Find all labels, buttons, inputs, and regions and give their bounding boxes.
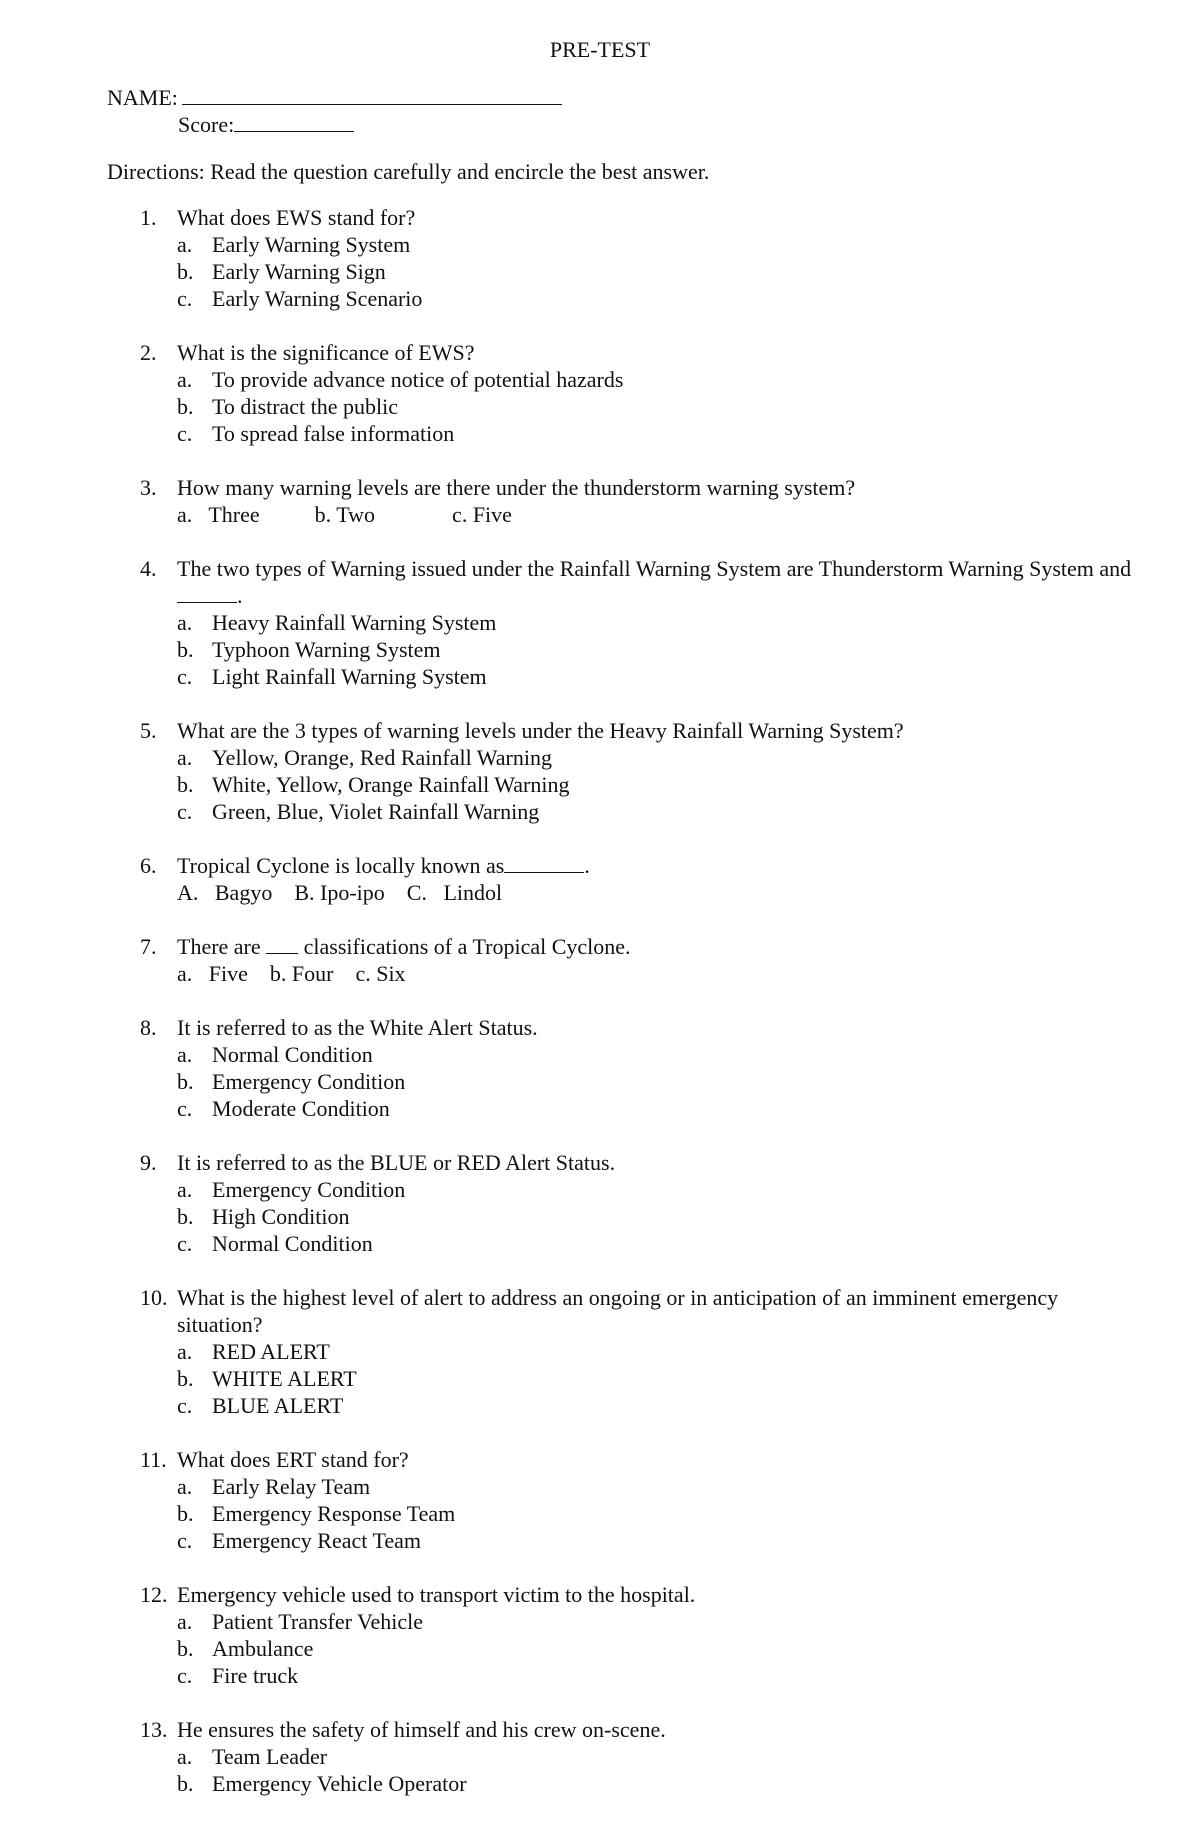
option-text: Early Warning Scenario [212, 286, 423, 311]
question-number: 11. [140, 1447, 167, 1472]
option-letter: a. [177, 745, 193, 770]
option-letter: b. [177, 1069, 194, 1094]
question-text-main: It is referred to as the White Alert Status. [177, 1015, 538, 1040]
question-text-main: How many warning levels are there under the thunderstorm warning system? [177, 475, 856, 500]
option-text: To distract the public [212, 394, 399, 419]
directions-text: Directions: Read the question carefully and encircle the best answer. [107, 159, 710, 184]
question-number: 4. [140, 556, 157, 581]
question-text [177, 555, 1137, 609]
answer-option[interactable] [140, 798, 1140, 825]
option-text: Team Leader [212, 1744, 328, 1769]
question-item [140, 555, 1140, 690]
question-stem [140, 1716, 1140, 1743]
question-text-main: Emergency vehicle used to transport victim to the hospital. [177, 1582, 696, 1607]
answer-option[interactable] [140, 1203, 1140, 1230]
answer-option[interactable] [140, 1500, 1140, 1527]
question-text-prefix: There are [177, 934, 267, 959]
answer-option[interactable] [140, 1230, 1140, 1257]
option-text: To spread false information [212, 421, 455, 446]
question-item [140, 852, 1140, 906]
question-number: 5. [140, 718, 157, 743]
answer-option[interactable] [140, 420, 1140, 447]
option-text: Light Rainfall Warning System [212, 664, 487, 689]
name-label: NAME: [107, 85, 178, 110]
question-text [177, 933, 1137, 960]
question-item [140, 933, 1140, 987]
answer-option[interactable] [140, 1770, 1140, 1797]
option-text: White, Yellow, Orange Rainfall Warning [212, 772, 570, 797]
question-item [140, 717, 1140, 825]
answer-option[interactable] [140, 636, 1140, 663]
question-stem [140, 339, 1140, 366]
page-title: PRE-TEST [549, 37, 651, 62]
question-stem [140, 1581, 1140, 1608]
option-letter: c. [177, 286, 193, 311]
option-text: Emergency Response Team [212, 1501, 456, 1526]
question-text [177, 1284, 1137, 1338]
option-text: Normal Condition [212, 1042, 373, 1067]
answer-option[interactable] [140, 1662, 1140, 1689]
question-text-main: What is the significance of EWS? [177, 340, 475, 365]
option-text: Emergency Vehicle Operator [212, 1771, 467, 1796]
question-number: 1. [140, 205, 157, 230]
score-field-row [178, 111, 354, 138]
score-blank-line[interactable] [234, 111, 354, 132]
question-item [140, 1149, 1140, 1257]
option-text: WHITE ALERT [212, 1366, 357, 1391]
option-letter: b. [177, 1501, 194, 1526]
option-letter: a. [177, 1042, 193, 1067]
question-text-main: He ensures the safety of himself and his crew on-scene. [177, 1717, 666, 1742]
question-text [177, 1149, 1137, 1176]
question-item [140, 1581, 1140, 1689]
option-text: Early Relay Team [212, 1474, 371, 1499]
option-letter: b. [177, 637, 194, 662]
question-list [140, 204, 1140, 1824]
answer-option[interactable] [140, 1527, 1140, 1554]
question-number: 6. [140, 853, 157, 878]
option-text: Green, Blue, Violet Rainfall Warning [212, 799, 540, 824]
option-letter: c. [177, 664, 193, 689]
question-number: 7. [140, 934, 157, 959]
answer-option[interactable] [140, 1095, 1140, 1122]
option-text: Yellow, Orange, Red Rainfall Warning [212, 745, 552, 770]
answer-option[interactable] [140, 771, 1140, 798]
option-text: Emergency Condition [212, 1069, 406, 1094]
inline-answer-options[interactable]: a. Five b. Four c. Six [177, 961, 406, 986]
question-number: 3. [140, 475, 157, 500]
option-letter: b. [177, 772, 194, 797]
option-letter: a. [177, 1609, 193, 1634]
answer-option[interactable] [140, 366, 1140, 393]
question-text [177, 204, 1137, 231]
question-number: 10. [140, 1285, 168, 1310]
inline-answer-options[interactable]: A. Bagyo B. Ipo-ipo C. Lindol [177, 880, 503, 905]
question-number: 2. [140, 340, 157, 365]
option-text: Heavy Rainfall Warning System [212, 610, 497, 635]
option-letter: c. [177, 799, 193, 824]
name-blank-line[interactable] [182, 84, 562, 105]
answer-option[interactable] [140, 1392, 1140, 1419]
question-stem [140, 1014, 1140, 1041]
option-letter: b. [177, 1366, 194, 1391]
question-text [177, 852, 1137, 879]
option-letter: b. [177, 1771, 194, 1796]
option-letter: a. [177, 610, 193, 635]
answer-option[interactable] [140, 231, 1140, 258]
question-item [140, 339, 1140, 447]
option-text: Patient Transfer Vehicle [212, 1609, 424, 1634]
question-number: 8. [140, 1015, 157, 1040]
inline-answer-options[interactable]: a. Three b. Two c. Five [177, 502, 512, 527]
question-text-main: What is the highest level of alert to address an ongoing or in anticipation of an imminent emergency situation? [177, 1285, 1059, 1337]
question-text-main: What are the 3 types of warning levels under the Heavy Rainfall Warning System? [177, 718, 904, 743]
question-number: 9. [140, 1150, 157, 1175]
option-letter: a. [177, 232, 193, 257]
answer-option[interactable] [140, 744, 1140, 771]
question-text [177, 717, 1137, 744]
option-text: High Condition [212, 1204, 350, 1229]
question-stem [140, 474, 1140, 501]
name-field-row [107, 84, 562, 111]
question-stem [140, 933, 1140, 960]
option-text: BLUE ALERT [212, 1393, 344, 1418]
option-letter: a. [177, 1744, 193, 1769]
option-text: Early Warning Sign [212, 259, 386, 284]
answer-option[interactable] [140, 1338, 1140, 1365]
option-letter: c. [177, 1231, 193, 1256]
option-letter: c. [177, 1096, 193, 1121]
answer-option[interactable] [140, 1473, 1140, 1500]
question-text [177, 1014, 1137, 1041]
question-text-main: The two types of Warning issued under the Rainfall Warning System are Thunderstorm Warning System and [177, 556, 1132, 581]
question-number: 13. [140, 1717, 168, 1742]
answer-option[interactable] [140, 1635, 1140, 1662]
answer-option[interactable] [140, 393, 1140, 420]
score-label: Score: [178, 112, 235, 137]
option-letter: b. [177, 259, 194, 284]
answer-option[interactable] [140, 1041, 1140, 1068]
option-letter: b. [177, 394, 194, 419]
option-letter: c. [177, 1393, 193, 1418]
answer-option[interactable] [140, 663, 1140, 690]
option-text: Emergency React Team [212, 1528, 421, 1553]
question-text [177, 1446, 1137, 1473]
question-text-main: Tropical Cyclone is locally known as [177, 853, 505, 878]
question-item [140, 204, 1140, 312]
question-text-suffix: . [237, 583, 243, 608]
question-stem [140, 1284, 1140, 1338]
question-stem [140, 1149, 1140, 1176]
option-text: Moderate Condition [212, 1096, 390, 1121]
answer-option[interactable] [140, 1176, 1140, 1203]
option-text: Ambulance [212, 1636, 314, 1661]
question-text-suffix: . [584, 853, 590, 878]
question-stem [140, 555, 1140, 609]
option-letter: a. [177, 1177, 193, 1202]
option-letter: c. [177, 421, 193, 446]
question-number: 12. [140, 1582, 168, 1607]
question-text-main: What does ERT stand for? [177, 1447, 409, 1472]
question-item [140, 1284, 1140, 1419]
question-item [140, 1446, 1140, 1554]
option-letter: b. [177, 1636, 194, 1661]
question-text-main: It is referred to as the BLUE or RED Alert Status. [177, 1150, 616, 1175]
option-letter: b. [177, 1204, 194, 1229]
option-text: Typhoon Warning System [212, 637, 441, 662]
answer-option[interactable] [140, 609, 1140, 636]
question-item [140, 1716, 1140, 1797]
option-letter: a. [177, 1339, 193, 1364]
answer-option[interactable] [140, 258, 1140, 285]
option-text: Fire truck [212, 1663, 299, 1688]
option-letter: a. [177, 367, 193, 392]
question-text [177, 1716, 1137, 1743]
option-letter: a. [177, 1474, 193, 1499]
answer-blank[interactable] [177, 583, 237, 603]
answer-option[interactable] [140, 1608, 1140, 1635]
answer-option[interactable] [140, 1743, 1140, 1770]
question-item [140, 1014, 1140, 1122]
option-letter: c. [177, 1528, 193, 1553]
question-stem [140, 717, 1140, 744]
option-text: To provide advance notice of potential hazards [212, 367, 624, 392]
question-text [177, 339, 1137, 366]
question-text [177, 474, 1137, 501]
question-stem [140, 1446, 1140, 1473]
option-text: Normal Condition [212, 1231, 373, 1256]
question-text [177, 1581, 1137, 1608]
answer-option[interactable] [140, 1365, 1140, 1392]
option-text: Emergency Condition [212, 1177, 406, 1202]
answer-option[interactable] [140, 1068, 1140, 1095]
question-text-main: What does EWS stand for? [177, 205, 416, 230]
option-letter: c. [177, 1663, 193, 1688]
answer-option[interactable] [140, 285, 1140, 312]
question-item [140, 474, 1140, 528]
question-stem [140, 852, 1140, 879]
option-text: RED ALERT [212, 1339, 330, 1364]
answer-blank[interactable] [266, 934, 298, 954]
question-stem [140, 204, 1140, 231]
option-text: Early Warning System [212, 232, 411, 257]
answer-blank[interactable] [504, 853, 584, 873]
question-text-main: classifications of a Tropical Cyclone. [303, 934, 631, 959]
